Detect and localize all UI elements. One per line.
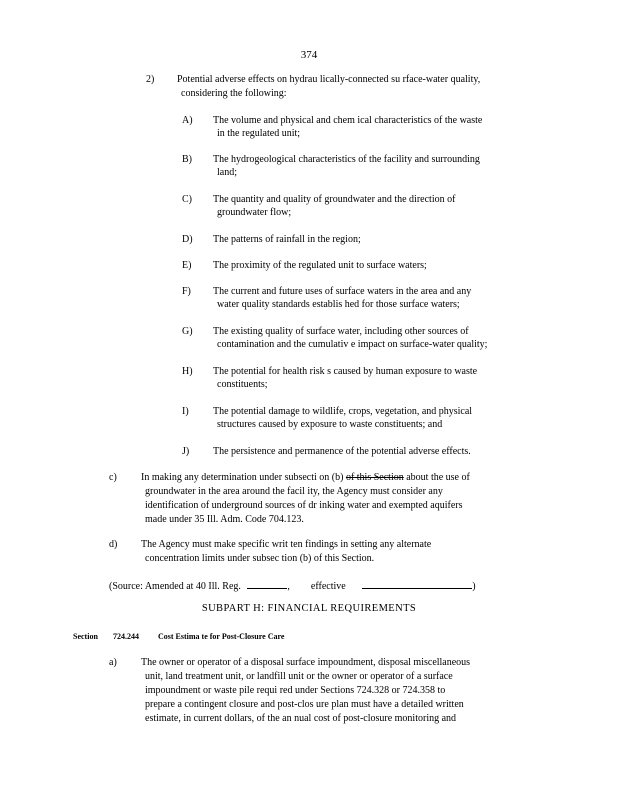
subitem-line: The volume and physical and chem ical characteristics of the waste xyxy=(213,115,483,126)
subitem-line: land; xyxy=(217,167,237,178)
item-c-line xyxy=(141,471,470,484)
subitem-label: E) xyxy=(182,260,192,271)
subitem-line: The existing quality of surface water, including other sources of xyxy=(213,326,469,337)
source-comma: , xyxy=(287,581,290,592)
page-number: 374 xyxy=(300,49,318,61)
source-suffix: ) xyxy=(472,581,476,592)
subitem-label: J) xyxy=(182,446,190,457)
subitem-line: structures caused by exposure to waste constituents; and xyxy=(217,419,443,430)
subitem-label: I) xyxy=(182,406,189,417)
subitem-line: The current and future uses of surface waters in the area and any xyxy=(213,286,472,297)
section-label: Section xyxy=(73,632,98,641)
subitem-label: G) xyxy=(182,326,193,337)
subitem-label: H) xyxy=(182,366,193,377)
subitem-label: B) xyxy=(182,154,192,165)
item-c-text: In making any determination under subsecti on (b) xyxy=(141,472,344,483)
item-c-line: groundwater in the area around the facil ity, the Agency must consider any xyxy=(145,486,443,497)
subitem-label: C) xyxy=(182,194,192,205)
item-a-line: estimate, in current dollars, of the an nual cost of post-closure monitoring and xyxy=(145,713,457,724)
item-a-line: unit, land treatment unit, or landfill unit or the owner or operator of a surface xyxy=(145,671,453,682)
item-a-line: prepare a contingent closure and post-clos ure plan must have a detailed written xyxy=(145,699,464,710)
subitem-label: A) xyxy=(182,115,193,126)
item-c-line: identification of underground sources of dr inking water and exempted aquifers xyxy=(145,500,463,511)
item-a-line: impoundment or waste pile requi red under Sections 724.328 or 724.358 to xyxy=(145,685,446,696)
source-note xyxy=(109,578,476,593)
source-prefix: (Source: Amended at 40 Ill. Reg. xyxy=(109,581,241,592)
subitem-line: constituents; xyxy=(217,379,268,390)
section-title: Cost Estima te for Post-Closure Care xyxy=(158,632,285,641)
subitem-line: The potential damage to wildlife, crops, vegetation, and physical xyxy=(213,406,473,417)
item-2-label: 2) xyxy=(146,74,155,85)
item-2-line: Potential adverse effects on hydrau lically-connected su rface-water quality, xyxy=(177,74,481,85)
subpart-heading: SUBPART H: FINANCIAL REQUIREMENTS xyxy=(201,603,417,614)
item-c-label: c) xyxy=(109,472,117,483)
item-a-label: a) xyxy=(109,657,117,668)
item-2-line: considering the following: xyxy=(181,88,287,99)
subitem-label: F) xyxy=(182,286,191,297)
deleted-text: of this Section xyxy=(345,472,404,483)
subitem-line: The patterns of rainfall in the region; xyxy=(213,234,361,245)
item-c-line: made under 35 Ill. Adm. Code 704.123. xyxy=(145,514,304,525)
subitem-line: groundwater flow; xyxy=(217,207,292,218)
subitem-line: in the regulated unit; xyxy=(217,128,301,139)
subitem-line: The proximity of the regulated unit to surface waters; xyxy=(213,260,427,271)
subitem-line: contamination and the cumulativ e impact on surface-water quality; xyxy=(217,339,488,350)
subitem-line: The potential for health risk s caused by human exposure to waste xyxy=(213,366,478,377)
item-d-line: concentration limits under subsec tion (b) of this Section. xyxy=(145,553,375,564)
item-c-text: about the use of xyxy=(406,472,470,483)
subitem-line: The persistence and permanence of the potential adverse effects. xyxy=(213,446,471,457)
section-number: 724.244 xyxy=(113,632,139,641)
subitem-line: water quality standards establis hed for those surface waters; xyxy=(217,299,460,310)
source-effective: effective xyxy=(310,581,346,592)
item-a-line: The owner or operator of a disposal surface impoundment, disposal miscellaneous xyxy=(141,657,471,668)
item-d-line: The Agency must make specific writ ten findings in setting any alternate xyxy=(141,539,432,550)
effective-blank xyxy=(362,578,472,589)
subitem-line: The quantity and quality of groundwater and the direction of xyxy=(213,194,456,205)
reg-blank xyxy=(247,578,287,589)
subitem-line: The hydrogeological characteristics of the facility and surrounding xyxy=(213,154,480,165)
item-d-label: d) xyxy=(109,539,118,550)
subitem-label: D) xyxy=(182,234,193,245)
